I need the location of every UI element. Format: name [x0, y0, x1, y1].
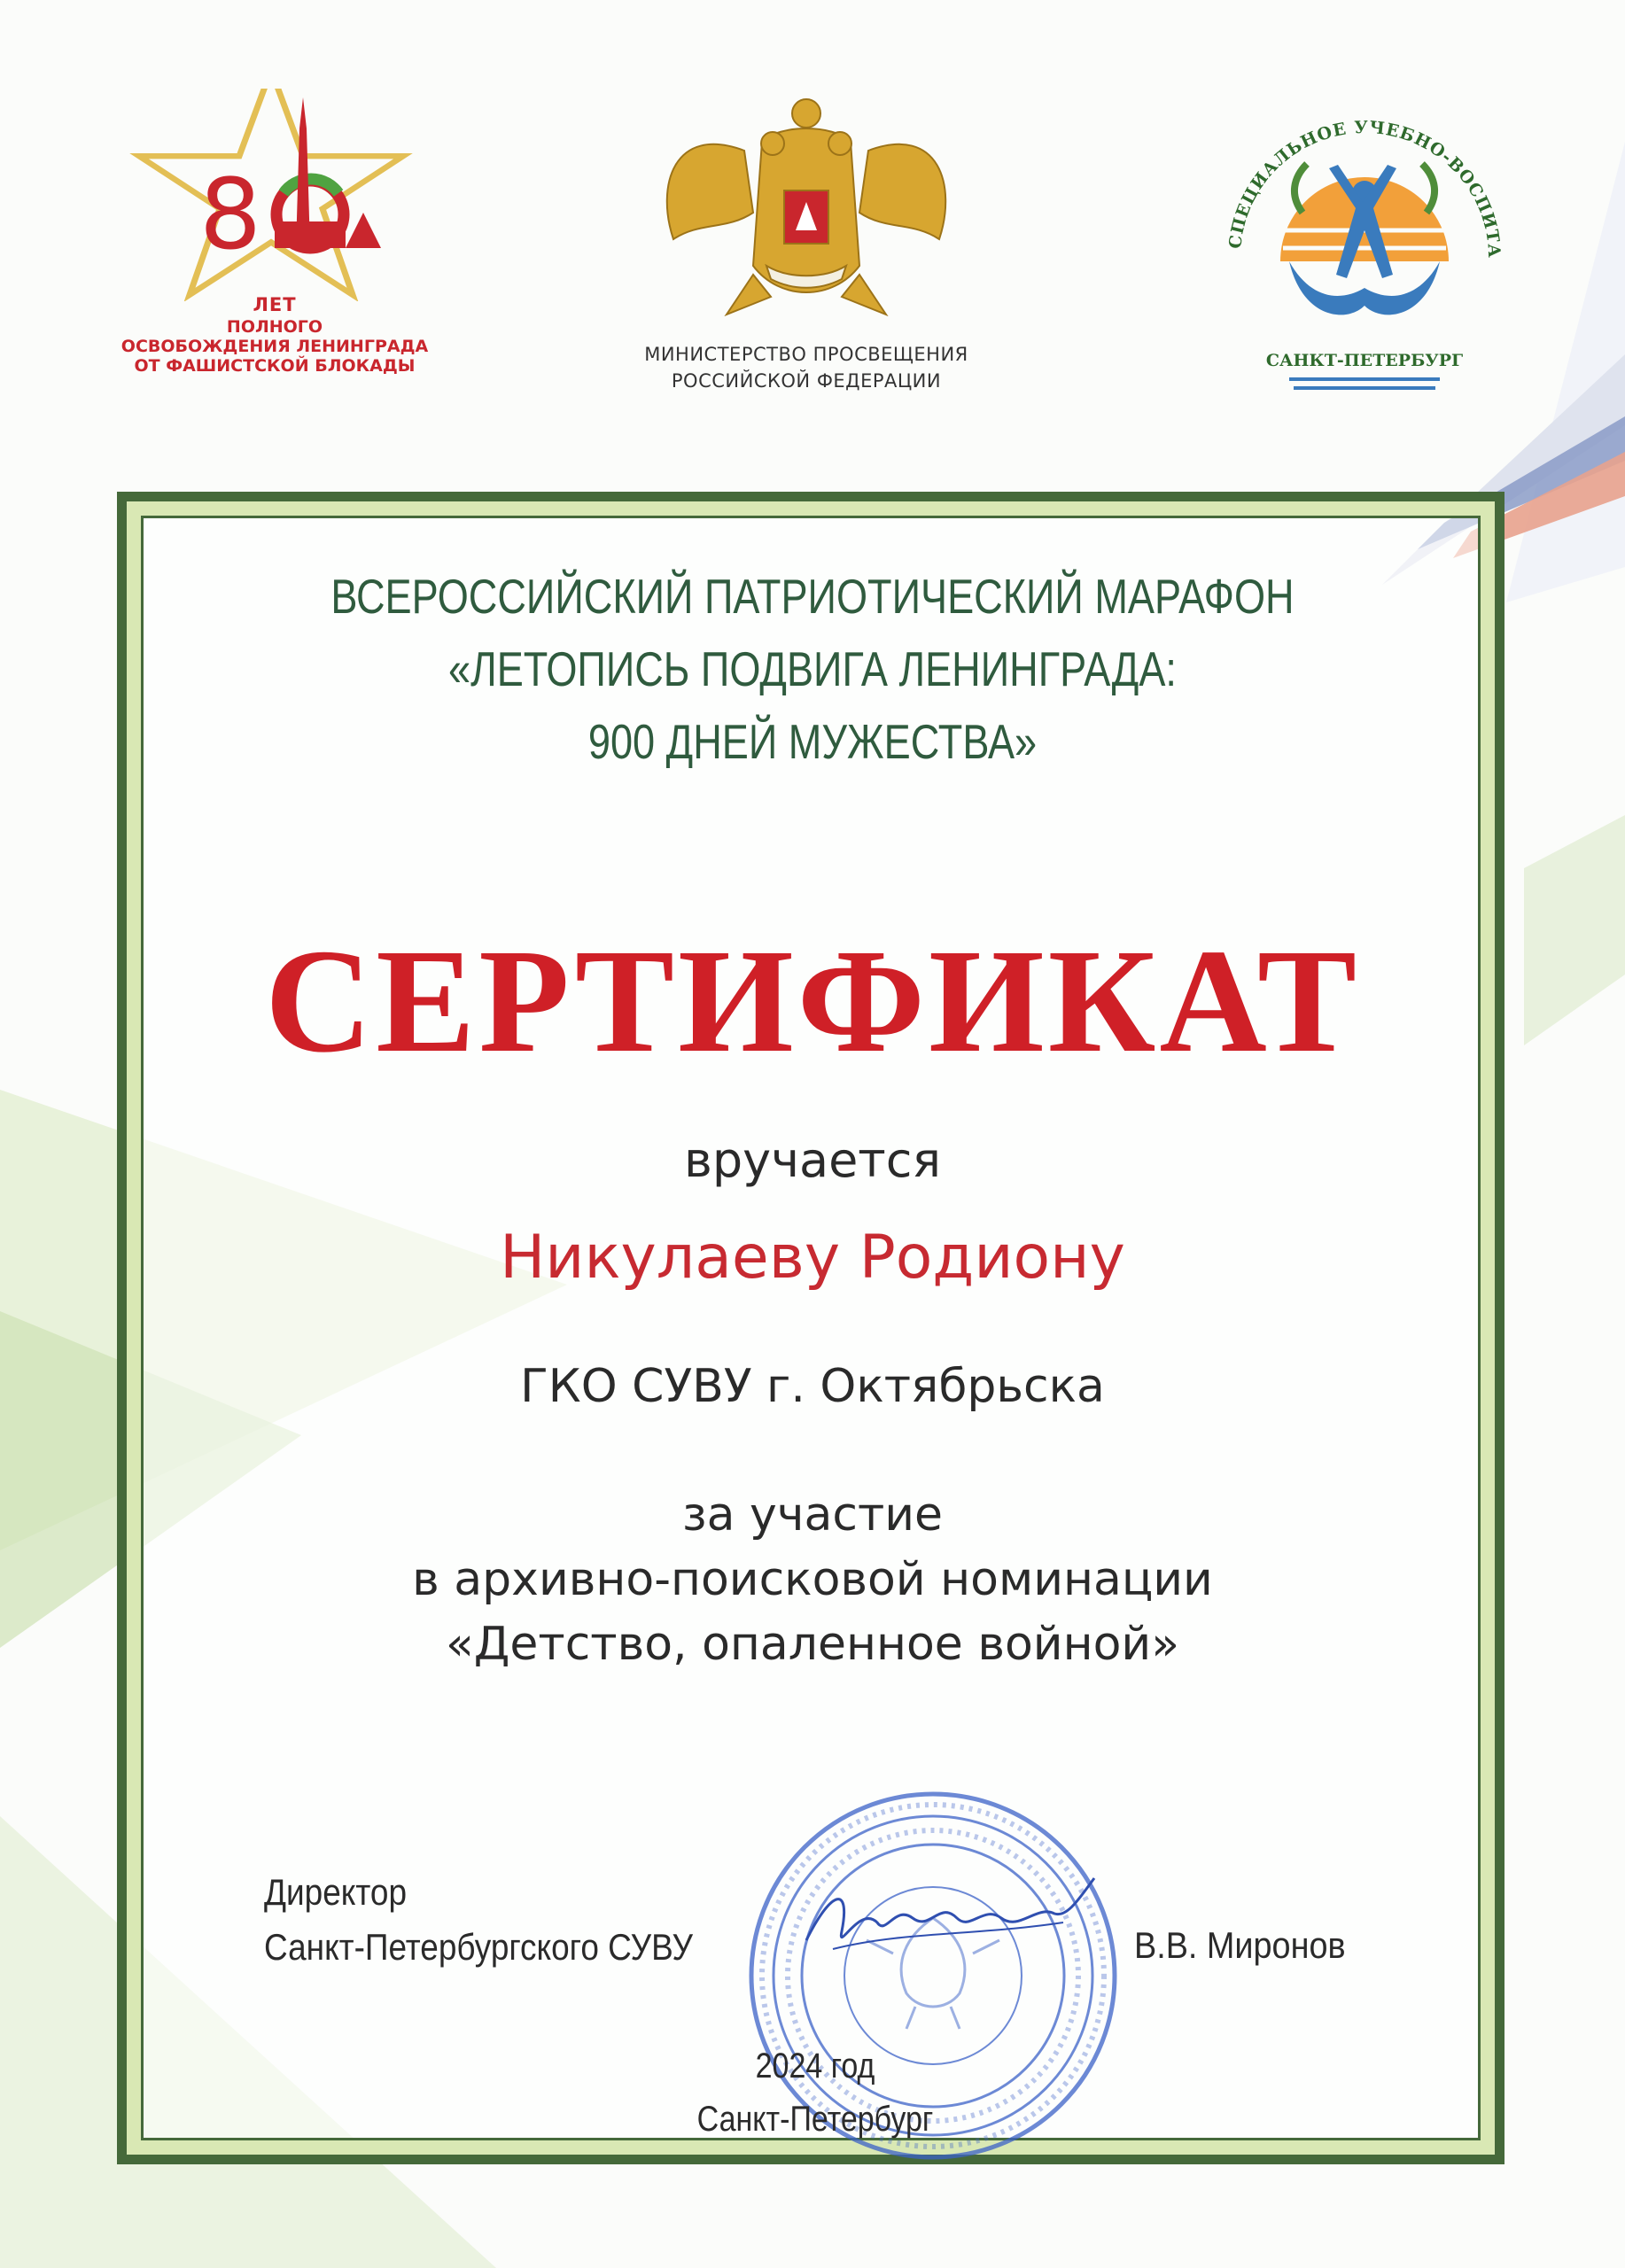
- signatory-role-line2: Санкт-Петербургского СУВУ: [264, 1926, 694, 1968]
- issue-info: [695, 2039, 936, 2146]
- anniversary-years: ЛЕТ: [253, 294, 297, 315]
- anniversary-logo: [97, 89, 452, 399]
- signatory-role-line1: Директор: [264, 1871, 407, 1913]
- anniversary-line3: ОСВОБОЖДЕНИЯ ЛЕНИНГРАДА: [121, 337, 429, 356]
- reason-line3: «Детство, опаленное войной»: [445, 1618, 1180, 1671]
- director-signature: [797, 1869, 1099, 1967]
- awarded-to-label: вручается: [684, 1132, 941, 1188]
- signatory-name: В.В. Миронов: [1134, 1924, 1346, 1966]
- anniversary-line2: ПОЛНОГО: [226, 317, 323, 337]
- marathon-heading: [146, 560, 1479, 778]
- issue-city: Санкт-Петербург: [696, 2100, 934, 2139]
- recipient-name: Никулаеву Родиону: [500, 1223, 1125, 1293]
- eagle-emblem-icon: [620, 89, 992, 328]
- reason-line2: в архивно-поисковой номинации: [412, 1553, 1213, 1606]
- marathon-line1: ВСЕРОССИЙСКИЙ ПАТРИОТИЧЕСКИЙ МАРАФОН: [330, 569, 1295, 624]
- ministry-name-line2: РОССИЙСКОЙ ФЕДЕРАЦИИ: [671, 370, 942, 392]
- suvu-logo: [1205, 97, 1524, 416]
- reason-line1: за участие: [681, 1488, 944, 1542]
- svg-text:8: 8: [199, 158, 261, 271]
- anniversary-line4: ОТ ФАШИСТСКОЙ БЛОКАДЫ: [134, 356, 416, 376]
- ministry-name-line1: МИНИСТЕРСТВО ПРОСВЕЩЕНИЯ: [644, 344, 968, 365]
- signatory-role: [264, 1865, 693, 1975]
- issue-year: 2024 год: [755, 2047, 875, 2085]
- marathon-line2: «ЛЕТОПИСЬ ПОДВИГА ЛЕНИНГРАДА:: [448, 641, 1177, 696]
- suvu-city: САНКТ-ПЕТЕРБУРГ: [1265, 351, 1464, 370]
- suvu-emblem-icon: [1205, 97, 1524, 416]
- marathon-line3: 900 ДНЕЙ МУЖЕСТВА»: [587, 714, 1038, 769]
- ministry-logo: [620, 89, 992, 408]
- recipient-organization: ГКО СУВУ г. Октябрьска: [520, 1360, 1105, 1413]
- suvu-arc-text: СПЕЦИАЛЬНОЕ УЧЕБНО-ВОСПИТА: [1225, 117, 1504, 260]
- certificate-title: СЕРТИФИКАТ: [264, 919, 1361, 1084]
- award-reason: [0, 1483, 1625, 1677]
- star-spire-icon: [97, 89, 452, 301]
